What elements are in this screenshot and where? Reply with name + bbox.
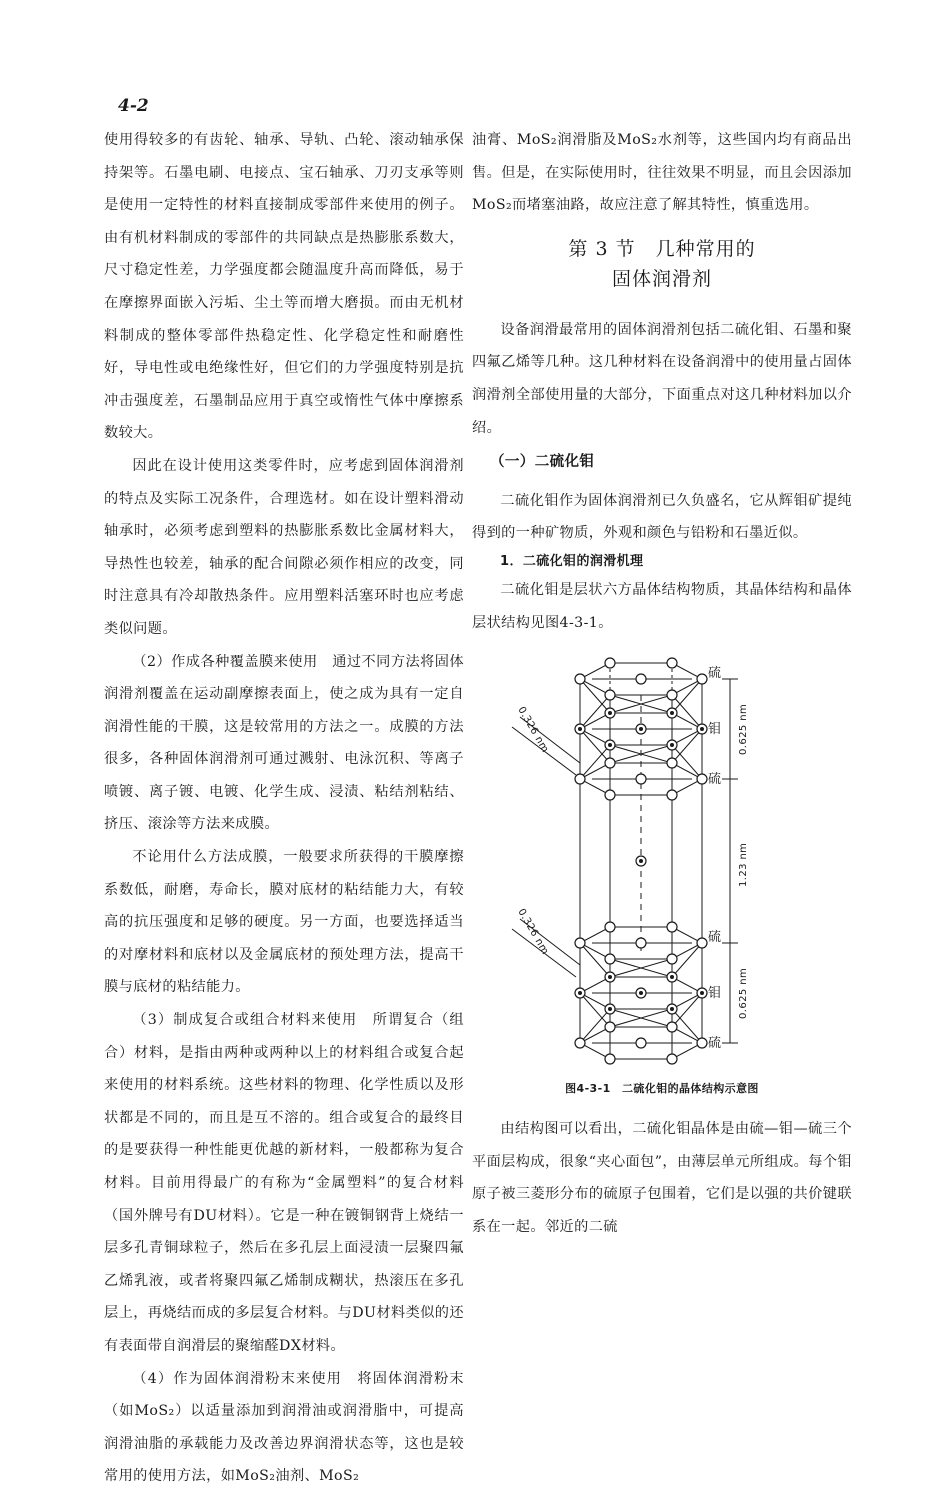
paragraph: 二硫化钼是层状六方晶体结构物质，其晶体结构和晶体层状结构见图4-3-1。 bbox=[472, 581, 852, 631]
subsection-heading: （一）二硫化钼 bbox=[490, 454, 595, 471]
dim-label-0326-bottom: 0.326 nm bbox=[515, 907, 551, 957]
label-sulfur-mid: 硫 bbox=[708, 772, 722, 788]
dim-label-0326-top: 0.326 nm bbox=[515, 705, 551, 755]
paragraph: 设备润滑最常用的固体润滑剂包括二硫化钼、石墨和聚四氟乙烯等几种。这几种材料在设备润滑中的使用量占固体润滑剂全部使用量的大部分，下面重点对这几种材料加以介绍。 bbox=[472, 321, 852, 436]
dim-label-0625-top: 0.625 nm bbox=[738, 704, 749, 756]
label-molybdenum-bottom: 钼 bbox=[708, 986, 722, 1002]
left-column bbox=[104, 124, 464, 1493]
section-title-line: 第 3 节 几种常用的 bbox=[568, 237, 756, 260]
section-title-line: 固体润滑剂 bbox=[611, 267, 712, 290]
paragraph: （4）作为固体润滑粉末来使用 将固体润滑粉末（如MoS₂）以适量添加到润滑油或润滑脂中，可提高润滑油脂的承载能力及改善边界润滑状态等，这也是较常用的使用方法，如MoS₂油剂、MoS₂ bbox=[104, 1370, 464, 1485]
section-title bbox=[472, 234, 852, 294]
figure-caption: 图4-3-1 二硫化钼的晶体结构示意图 bbox=[565, 1082, 759, 1096]
paragraph: （3）制成复合或组合材料来使用 所谓复合（组合）材料，是指由两种或两种以上的材料组合或复合起来使用的材料系统。这些材料的物理、化学性质以及形状都是不同的，而且是互不溶的。组合或复合的最终目的是要获得一种性能更优越的新材料，一般都称为复合材料。目前用得最广的有称为“金属塑料”的复合材料（国外牌号有DU材料）。它是一种在镀铜钢背上烧结一层多孔青铜球粒子，然后在多孔层上面浸渍一层聚四氟乙烯乳液，或者将聚四氟乙烯制成糊状，热滚压在多孔层上，再烧结而成的多层复合材料。与DU材料类似的还有表面带自润滑层的聚缩醛DX材料。 bbox=[104, 1012, 464, 1354]
paragraph: 由结构图可以看出，二硫化钼晶体是由硫—钼—硫三个平面层构成，很象“夹心面包”，由薄层单元所组成。每个钼原子被三菱形分布的硫原子包围着，它们是以强的共价键联系在一起。邻近的二硫 bbox=[472, 1121, 852, 1235]
paragraph: （2）作成各种覆盖膜来使用 通过不同方法将固体润滑剂覆盖在运动副摩擦表面上，使之成为具有一定自润滑性能的干膜，这是较常用的方法之一。成膜的方法很多，各种固体润滑剂可通过溅射、电泳沉积、等离子喷镀、离子镀、电镀、化学生成、浸渍、粘结剂粘结、挤压、滚涂等方法来成膜。 bbox=[104, 653, 464, 833]
paragraph: 二硫化钼作为固体润滑剂已久负盛名，它从辉钼矿提纯得到的一种矿物质，外观和颜色与铅粉和石墨近似。 bbox=[472, 492, 852, 542]
right-column bbox=[472, 124, 852, 1244]
paragraph: 因此在设计使用这类零件时，应考虑到固体润滑剂的特点及实际工况条件，合理选材。如在设计塑料滑动轴承时，必须考虑到塑料的热膨胀系数比金属材料大，导热性也较差，轴承的配合间隙必须作相应的改变，同时注意具有冷却散热条件。应用塑料活塞环时也应考虑类似问题。 bbox=[104, 457, 464, 637]
crystal-diagram bbox=[472, 651, 852, 1079]
dim-label-123: 1.23 nm bbox=[738, 842, 749, 888]
dim-label-0625-bottom: 0.625 nm bbox=[738, 968, 749, 1020]
label-sulfur-top: 硫 bbox=[708, 666, 722, 682]
label-molybdenum-top: 钼 bbox=[708, 722, 722, 738]
paragraph: 不论用什么方法成膜，一般要求所获得的干膜摩擦系数低，耐磨，寿命长，膜对底材的粘结能力大，有较高的抗压强度和足够的硬度。另一方面，也要选择适当的对摩材料和底材以及金属底材的预处理方法，提高干膜与底材的粘结能力。 bbox=[104, 849, 464, 996]
paragraph: 使用得较多的有齿轮、轴承、导轨、凸轮、滚动轴承保持架等。石墨电刷、电接点、宝石轴承、刀刃支承等则是使用一定特性的材料直接制成零部件来使用的例子。由有机材料制成的零部件的共同缺点是热膨胀系数大，尺寸稳定性差，力学强度都会随温度升高而降低，易于在摩擦界面嵌入污垢、尘土等而增大磨损。而由无机材料制成的整体零部件热稳定性、化学稳定性和耐磨性好，导电性或电绝缘性好，但它们的力学强度特别是抗冲击强度差，石墨制品应用于真空或惰性气体中摩擦系数较大。 bbox=[104, 132, 464, 442]
crystal-structure-figure bbox=[472, 651, 852, 1079]
item-heading: 1．二硫化钼的润滑机理 bbox=[500, 553, 644, 569]
paragraph: 油膏、MoS₂润滑脂及MoS₂水剂等，这些国内均有商品出售。但是，在实际使用时，往往效果不明显，而且会因添加MoS₂而堵塞油路，故应注意了解其特性，慎重选用。 bbox=[472, 132, 852, 214]
label-sulfur-bottom: 硫 bbox=[708, 1036, 722, 1052]
page-number: 4-2 bbox=[118, 96, 149, 116]
label-sulfur-lower: 硫 bbox=[708, 930, 722, 946]
